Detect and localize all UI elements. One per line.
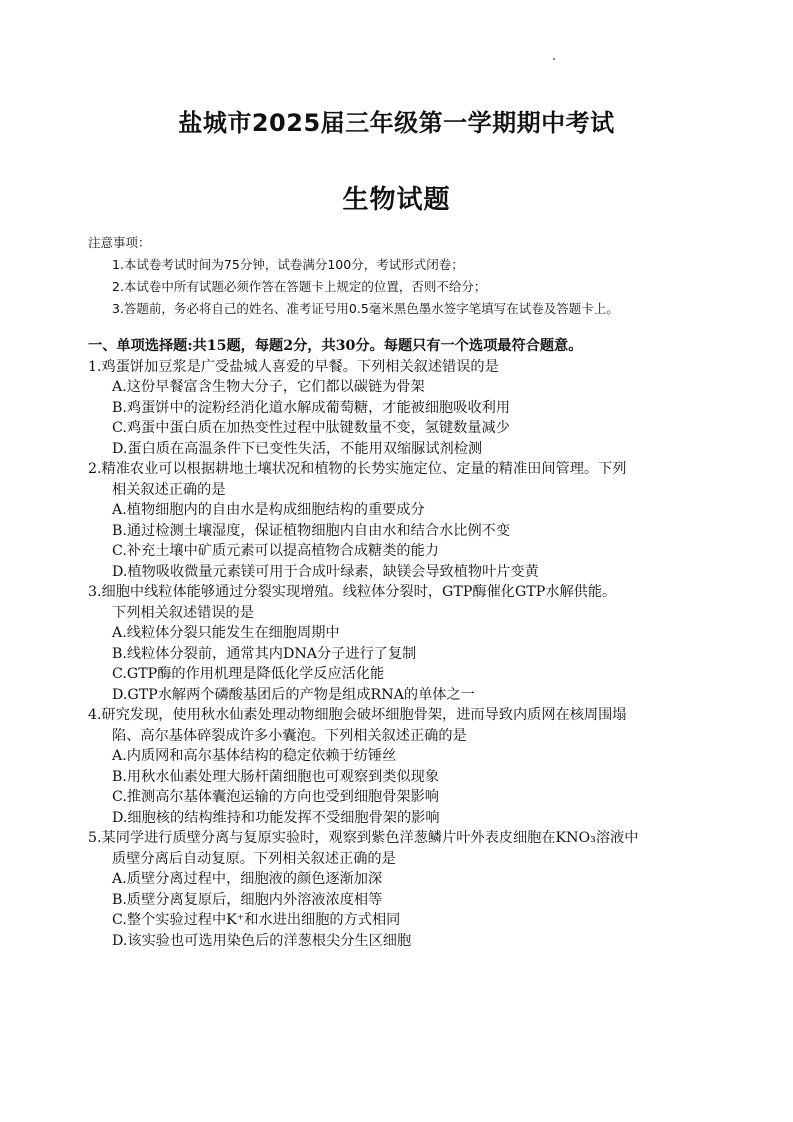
notice-heading: 注意事项： (88, 235, 151, 250)
option-b: B.质壁分离复原后，细胞内外溶液浓度相等 (112, 891, 383, 908)
option-a: A.植物细胞内的自由水是构成细胞结构的重要成分 (112, 502, 425, 518)
question-stem-continued: 下列相关叙述错误的是 (112, 604, 254, 621)
option-b: B.线粒体分裂前，通常其内DNA分子进行了复制 (112, 645, 417, 662)
option-a: A.内质网和高尔基体结构的稳定依赖于纺锤丝 (112, 748, 397, 764)
option-c: C.GTP酶的作用机理是降低化学反应活化能 (112, 666, 385, 682)
section-heading: 一、单项选择题:共15题，每题2分，共30分。每题只有一个选项最符合题意。 (88, 338, 583, 354)
option-b: B.通过检测土壤湿度，保证植物细胞内自由水和结合水比例不变 (112, 522, 511, 539)
question-stem-continued: 质壁分离后自动复原。下列相关叙述正确的是 (112, 850, 396, 867)
option-d: D.植物吸收微量元素镁可用于合成叶绿素，缺镁会导致植物叶片变黄 (112, 563, 539, 580)
option-d: D.细胞核的结构维持和功能发挥不受细胞骨架的影响 (112, 809, 440, 826)
question-stem: 5.某同学进行质壁分离与复原实验时，观察到紫色洋葱鳞片叶外表皮细胞在KNO₃溶液中 (88, 830, 639, 846)
option-a: A.线粒体分裂只能发生在细胞周期中 (112, 625, 340, 641)
question-stem-continued: 相关叙述正确的是 (112, 481, 226, 498)
option-a: A.质壁分离过程中，细胞液的颜色逐渐加深 (112, 871, 383, 887)
notice-item: 3.答题前，务必将自己的姓名、准考证号用0.5毫米黑色墨水签字笔填写在试卷及答题卡上。 (112, 301, 619, 316)
question-stem: 3.细胞中线粒体能够通过分裂实现增殖。线粒体分裂时，GTP酶催化GTP水解供能。 (88, 584, 617, 600)
question-4 (88, 705, 713, 828)
option-c: C.推测高尔基体囊泡运输的方向也受到细胞骨架影响 (112, 789, 439, 805)
notice-item: 1.本试卷考试时间为75分钟，试卷满分100分，考试形式闭卷； (112, 257, 464, 272)
option-b: B.用秋水仙素处理大肠杆菌细胞也可观察到类似现象 (112, 768, 440, 785)
question-stem-continued: 陷、高尔基体碎裂成许多小囊泡。下列相关叙述正确的是 (112, 727, 467, 744)
option-b: B.鸡蛋饼中的淀粉经消化道水解成葡萄糖，才能被细胞吸收利用 (112, 399, 511, 416)
notice-item: 2.本试卷中所有试题必须作答在答题卡上规定的位置，否则不给分； (112, 279, 487, 294)
option-d: D.GTP水解两个磷酸基团后的产物是组成RNA的单体之一 (112, 686, 475, 703)
question-stem: 4.研究发现，使用秋水仙素处理动物细胞会破坏细胞骨架，进而导致内质网在核周围塌 (88, 707, 627, 723)
question-3 (88, 582, 713, 705)
option-d: D.该实验也可选用染色后的洋葱根尖分生区细胞 (112, 932, 412, 949)
question-section (88, 336, 713, 951)
question-2 (88, 459, 713, 582)
option-a: A.这份早餐富含生物大分子，它们都以碳链为骨架 (112, 379, 425, 395)
question-5 (88, 828, 713, 951)
question-stem: 2.精准农业可以根据耕地土壤状况和植物的长势实施定位、定量的精准田间管理。下列 (88, 461, 627, 477)
exam-subtitle: 生物试题 (342, 185, 451, 215)
option-c: C.鸡蛋中蛋白质在加热变性过程中肽键数量不变，氢键数量减少 (112, 420, 510, 436)
notice-block (88, 232, 708, 320)
scan-speck (553, 58, 555, 60)
option-c: C.整个实验过程中K⁺和水进出细胞的方式相同 (112, 912, 401, 928)
option-d: D.蛋白质在高温条件下已变性失活，不能用双缩脲试剂检测 (112, 440, 483, 457)
exam-title: 盐城市2025届三年级第一学期期中考试 (178, 109, 615, 137)
question-1 (88, 357, 713, 460)
option-c: C.补充土壤中矿质元素可以提高植物合成糖类的能力 (112, 543, 439, 559)
question-stem: 1.鸡蛋饼加豆浆是广受盐城人喜爱的早餐。下列相关叙述错误的是 (88, 358, 499, 375)
